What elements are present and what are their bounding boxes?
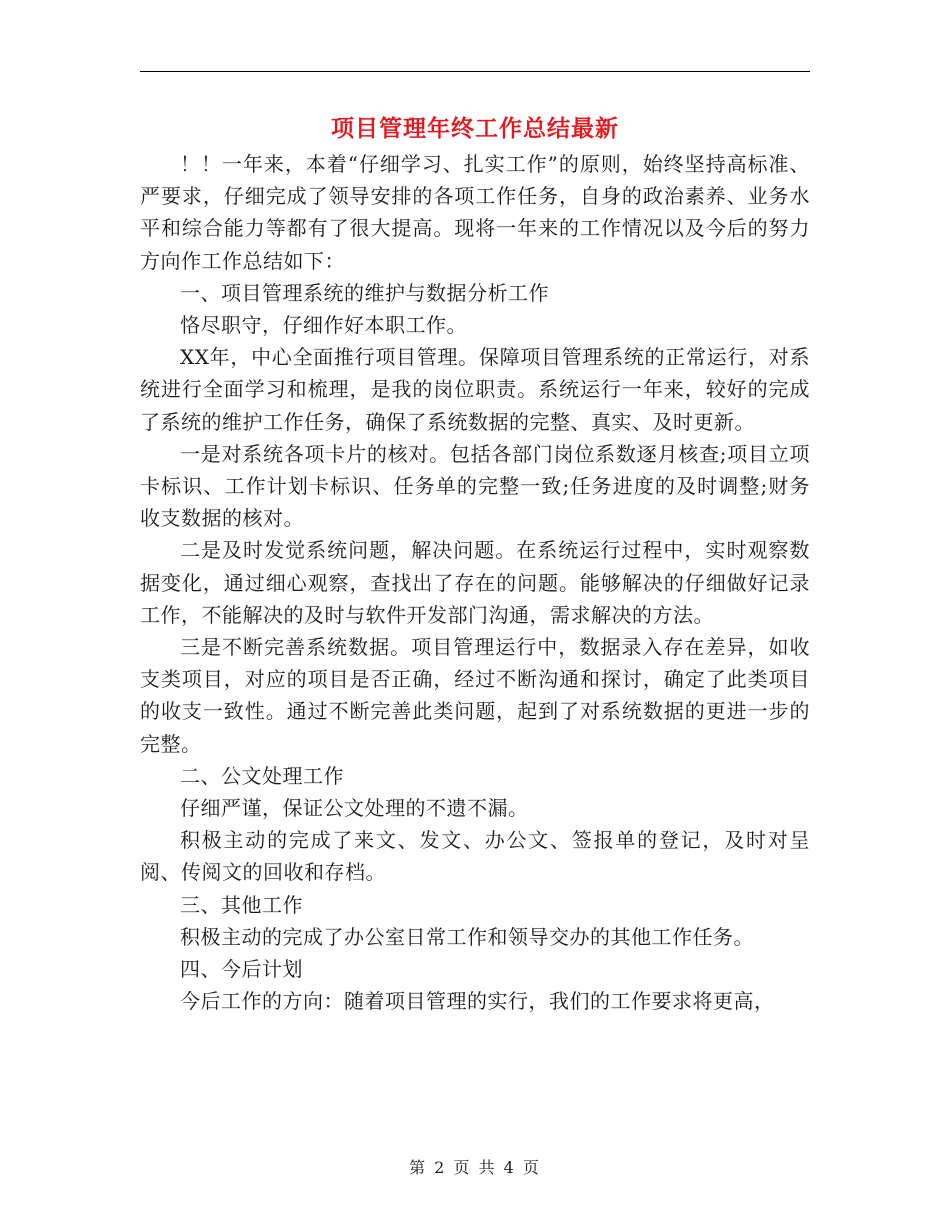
paragraph: 积极主动的完成了办公室日常工作和领导交办的其他工作任务。 — [180, 924, 754, 949]
header-rule — [140, 71, 810, 72]
paragraph: 仔细严谨，保证公文处理的不遗不漏。 — [180, 796, 529, 821]
paragraph-intro: ！！一年来，本着“仔细学习、扎实工作”的原则，始终坚持高标准、严要求，仔细完成了领导安排的各项工作任务，自身的政治素养、业务水平和综合能力等都有了很大提高。现将一年来的工作情况以及今后的努力方向作工作总结如下： — [140, 152, 810, 273]
paragraph: 积极主动的完成了来文、发文、办公文、签报单的登记，及时对呈阅、传阅文的回收和存档。 — [140, 828, 810, 885]
section-heading-2: 二、公文处理工作 — [180, 763, 344, 788]
page-number: 第 2 页 共 4 页 — [409, 1158, 541, 1177]
paragraph: 恪尽职守，仔细作好本职工作。 — [180, 313, 467, 338]
paragraph: 今后工作的方向：随着项目管理的实行，我们的工作要求将更高， — [180, 989, 775, 1014]
section-heading-4: 四、今后计划 — [180, 957, 303, 982]
document-body — [140, 148, 810, 1017]
section-heading-1: 一、项目管理系统的维护与数据分析工作 — [180, 280, 549, 305]
paragraph: 三是不断完善系统数据。项目管理运行中，数据录入存在差异，如收支类项目，对应的项目是否正确，经过不断沟通和探讨，确定了此类项目的收支一致性。通过不断完善此类问题，起到了对系统数据的更进一步的完整。 — [140, 635, 810, 756]
paragraph: 一是对系统各项卡片的核对。包括各部门岗位系数逐月核查;项目立项卡标识、工作计划卡标识、任务单的完整一致;任务进度的及时调整;财务收支数据的核对。 — [140, 441, 810, 531]
paragraph: XX年，中心全面推行项目管理。保障项目管理系统的正常运行，对系统进行全面学习和梳理，是我的岗位职责。系统运行一年来，较好的完成了系统的维护工作任务，确保了系统数据的完整、真实、及时更新。 — [140, 345, 810, 434]
section-heading-3: 三、其他工作 — [180, 892, 303, 917]
paragraph: 二是及时发觉系统问题，解决问题。在系统运行过程中，实时观察数据变化，通过细心观察，查找出了存在的问题。能够解决的仔细做好记录工作，不能解决的及时与软件开发部门沟通，需求解决的方法。 — [140, 538, 810, 627]
document-title: 项目管理年终工作总结最新 — [331, 115, 619, 142]
